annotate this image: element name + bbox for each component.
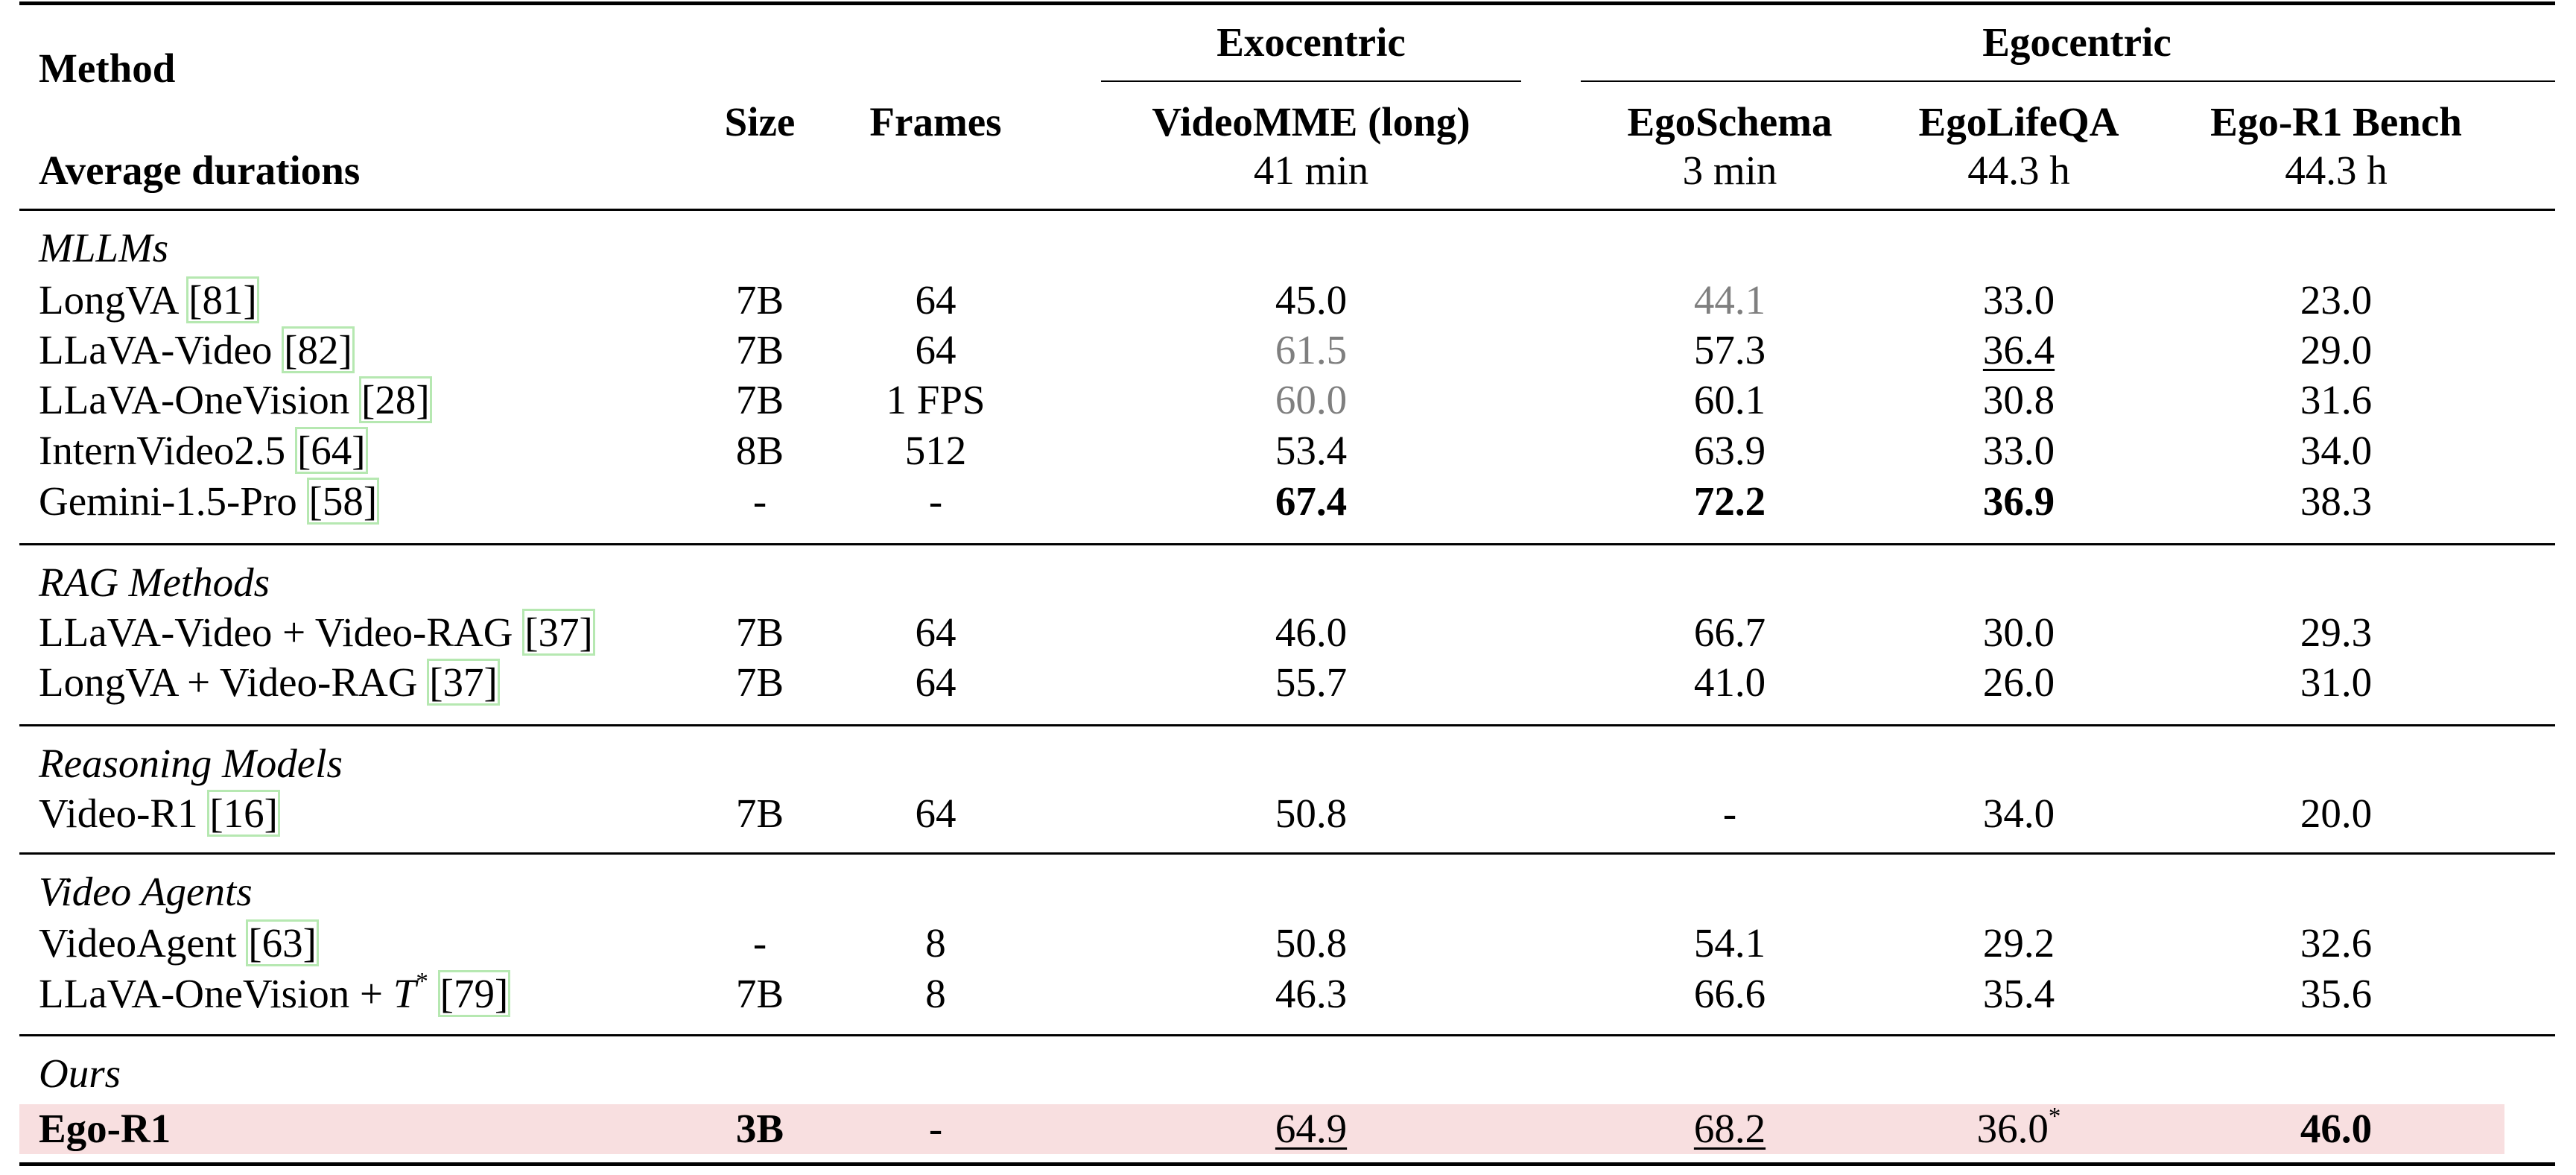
cell-egolifeqa: 36.9	[1982, 478, 2055, 524]
row-name-gemini: Gemini-1.5-Pro [58]	[39, 478, 378, 524]
cell-frames: 64	[915, 277, 957, 323]
cell-egoschema: 57.3	[1693, 327, 1766, 373]
cell-frames: -	[928, 1106, 943, 1151]
top-rule	[19, 1, 2555, 5]
header-exocentric: Exocentric	[1216, 19, 1406, 65]
group-label-rag-methods: RAG Methods	[39, 560, 270, 605]
cell-egoschema: 66.6	[1693, 971, 1766, 1016]
cell-frames: -	[928, 478, 943, 524]
citation-link[interactable]: [64]	[296, 428, 366, 473]
cell-egoschema: 68.2	[1693, 1106, 1766, 1151]
cell-egoschema: 44.1	[1693, 277, 1766, 323]
cell-frames: 64	[915, 659, 957, 705]
rag-bottom-rule	[19, 724, 2555, 726]
cell-videomme: 64.9	[1275, 1106, 1348, 1151]
cell-egolifeqa: 33.0	[1982, 277, 2055, 323]
cell-egoschema: 63.9	[1693, 428, 1766, 473]
header-videomme: VideoMME (long)	[1152, 99, 1471, 145]
group-label-ours: Ours	[39, 1051, 121, 1096]
header-rule	[19, 209, 2555, 211]
citation-link[interactable]: [79]	[440, 971, 509, 1016]
cell-egor1-bench: 38.3	[2300, 478, 2373, 524]
cell-frames: 8	[925, 920, 946, 966]
cell-egor1-bench: 31.0	[2300, 659, 2373, 705]
cell-size: 7B	[735, 659, 784, 705]
citation-link[interactable]: [81]	[188, 277, 257, 323]
header-egoschema-duration: 3 min	[1682, 148, 1777, 193]
citation-link[interactable]: [37]	[429, 659, 498, 705]
cell-videomme: 50.8	[1275, 920, 1348, 966]
cell-egolifeqa: 30.8	[1982, 377, 2055, 422]
row-name-videoagent: VideoAgent [63]	[39, 920, 317, 966]
group-label-reasoning-models: Reasoning Models	[39, 741, 343, 786]
cell-egor1-bench: 32.6	[2300, 920, 2373, 966]
tstar-symbol: T	[393, 971, 416, 1016]
header-average-durations: Average durations	[39, 148, 361, 193]
mllms-bottom-rule	[19, 543, 2555, 545]
cell-videomme: 45.0	[1275, 277, 1348, 323]
cell-videomme: 67.4	[1275, 478, 1348, 524]
cell-egor1-bench: 34.0	[2300, 428, 2373, 473]
row-name-llava-onevision: LLaVA-OneVision [28]	[39, 377, 430, 422]
tstar-superscript: *	[416, 968, 428, 995]
cell-egor1-bench: 29.3	[2300, 609, 2373, 655]
row-name-internvideo: InternVideo2.5 [64]	[39, 428, 366, 473]
row-name-longva: LongVA [81]	[39, 277, 257, 323]
row-name-llava-video-rag: LLaVA-Video + Video-RAG [37]	[39, 609, 593, 655]
citation-link[interactable]: [63]	[248, 920, 317, 966]
cell-egor1-bench: 23.0	[2300, 277, 2373, 323]
cell-size: 3B	[735, 1106, 784, 1151]
citation-link[interactable]: [28]	[361, 377, 430, 422]
cell-videomme: 61.5	[1275, 327, 1348, 373]
citation-link[interactable]: [16]	[209, 791, 278, 836]
citation-link[interactable]: [58]	[308, 478, 378, 524]
row-name-llava-video: LLaVA-Video [82]	[39, 327, 352, 373]
cell-egolifeqa: 33.0	[1982, 428, 2055, 473]
cell-videomme: 55.7	[1275, 659, 1348, 705]
header-method: Method	[39, 45, 176, 91]
cell-frames: 64	[915, 791, 957, 836]
cell-size: 7B	[735, 277, 784, 323]
row-name-llava-onevision-tstar: LLaVA-OneVision + T* [79]	[39, 968, 509, 1016]
exocentric-cmidrule	[1101, 80, 1521, 82]
cell-frames: 64	[915, 609, 957, 655]
header-size: Size	[724, 99, 796, 145]
cell-egor1-bench: 20.0	[2300, 791, 2373, 836]
cell-frames: 64	[915, 327, 957, 373]
asterisk-mark: *	[2048, 1103, 2061, 1130]
cell-egoschema: 66.7	[1693, 609, 1766, 655]
row-name-video-r1: Video-R1 [16]	[39, 791, 278, 836]
agents-bottom-rule	[19, 1034, 2555, 1036]
cell-egor1-bench: 46.0	[2300, 1106, 2373, 1151]
cell-egoschema: 60.1	[1693, 377, 1766, 422]
cell-egolifeqa: 36.4	[1982, 327, 2055, 373]
header-egocentric: Egocentric	[1982, 19, 2171, 65]
cell-egolifeqa: 30.0	[1982, 609, 2055, 655]
header-videomme-duration: 41 min	[1253, 148, 1369, 193]
cell-videomme: 53.4	[1275, 428, 1348, 473]
cell-egolifeqa: 34.0	[1982, 791, 2055, 836]
ours-row-highlight	[19, 1104, 2504, 1154]
group-label-video-agents: Video Agents	[39, 869, 253, 914]
cell-videomme: 50.8	[1275, 791, 1348, 836]
cell-egor1-bench: 31.6	[2300, 377, 2373, 422]
cell-egoschema: 72.2	[1693, 478, 1766, 524]
cell-videomme: 46.0	[1275, 609, 1348, 655]
citation-link[interactable]: [82]	[284, 327, 352, 373]
cell-egolifeqa: 35.4	[1982, 971, 2055, 1016]
cell-frames: 1 FPS	[886, 377, 986, 422]
citation-link[interactable]: [37]	[524, 609, 593, 655]
header-egor1-bench-duration: 44.3 h	[2285, 148, 2388, 193]
egocentric-cmidrule	[1581, 80, 2555, 82]
cell-frames: 512	[904, 428, 967, 473]
cell-size: 7B	[735, 377, 784, 422]
header-egolifeqa: EgoLifeQA	[1918, 99, 2119, 145]
cell-size: -	[752, 920, 767, 966]
cell-videomme: 46.3	[1275, 971, 1348, 1016]
cell-size: 7B	[735, 609, 784, 655]
cell-egolifeqa: 26.0	[1982, 659, 2055, 705]
cell-size: -	[752, 478, 767, 524]
cell-frames: 8	[925, 971, 946, 1016]
group-label-mllms: MLLMs	[39, 225, 169, 270]
cell-size: 8B	[735, 428, 784, 473]
cell-videomme: 60.0	[1275, 377, 1348, 422]
row-name-longva-rag: LongVA + Video-RAG [37]	[39, 659, 498, 705]
header-egor1-bench: Ego-R1 Bench	[2210, 99, 2462, 145]
cell-egolifeqa: 36.0*	[1976, 1103, 2061, 1151]
cell-size: 7B	[735, 971, 784, 1016]
cell-egor1-bench: 35.6	[2300, 971, 2373, 1016]
cell-egor1-bench: 29.0	[2300, 327, 2373, 373]
cell-size: 7B	[735, 327, 784, 373]
cell-egoschema: 41.0	[1693, 659, 1766, 705]
header-frames: Frames	[869, 99, 1002, 145]
header-egoschema: EgoSchema	[1627, 99, 1833, 145]
cell-size: 7B	[735, 791, 784, 836]
cell-egolifeqa: 29.2	[1982, 920, 2055, 966]
header-egolifeqa-duration: 44.3 h	[1967, 148, 2070, 193]
cell-egoschema: 54.1	[1693, 920, 1766, 966]
reasoning-bottom-rule	[19, 852, 2555, 855]
bottom-rule	[19, 1162, 2555, 1166]
row-name-ego-r1: Ego-R1	[39, 1106, 171, 1151]
cell-egoschema: -	[1722, 791, 1737, 836]
